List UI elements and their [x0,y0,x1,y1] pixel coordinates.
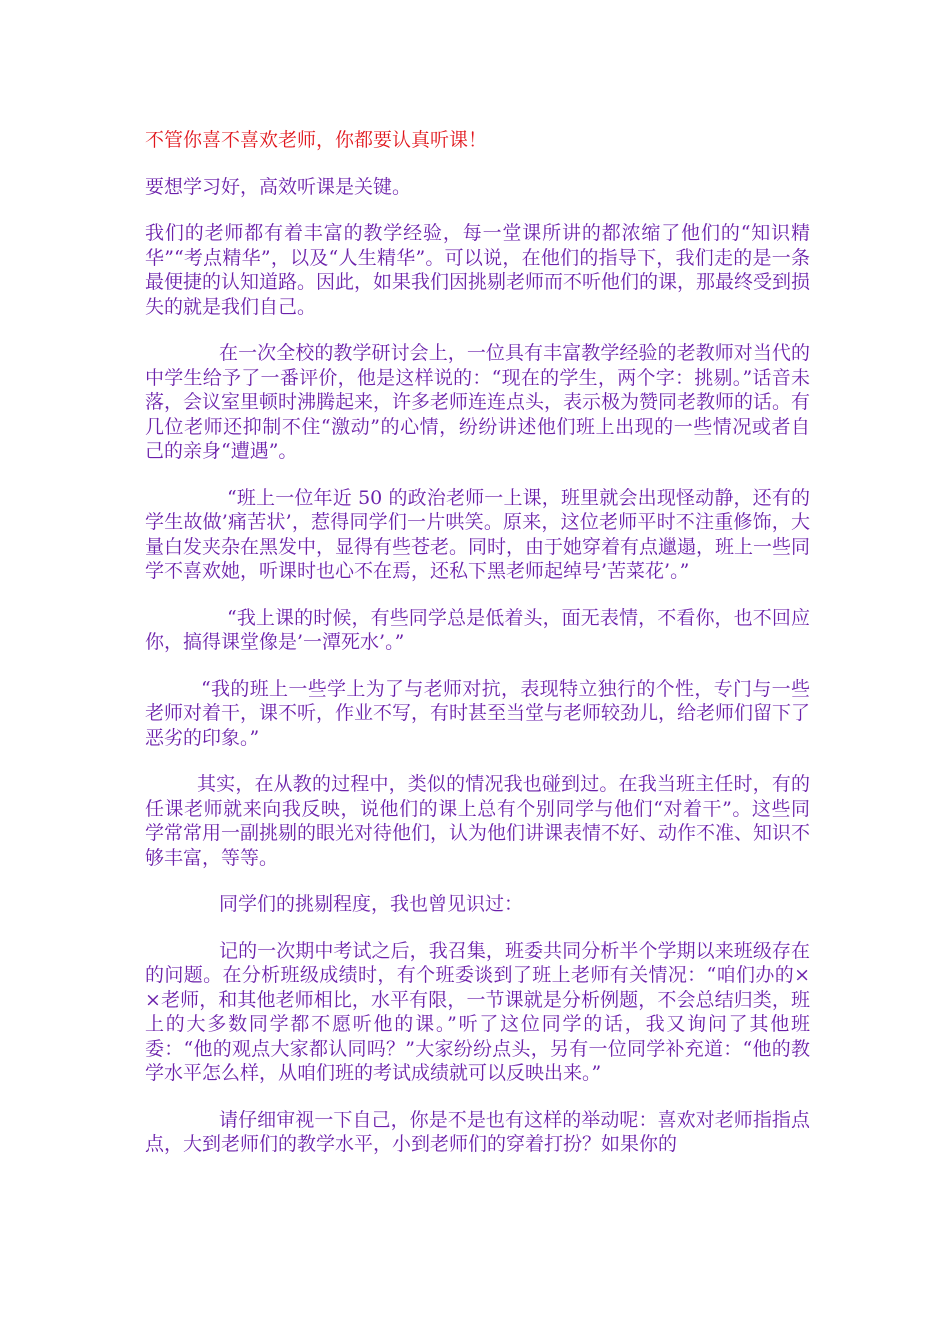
paragraph-6: “我的班上一些学上为了与老师对抗，表现特立独行的个性，专门与一些老师对着干，课不听，作业不写，有时甚至当堂与老师较劲儿，给老师们留下了恶劣的印象。” [145,677,811,749]
document-page [145,128,810,1179]
paragraph-8: 同学们的挑剔程度，我也曾见识过： [219,893,524,915]
paragraph-7: 其实，在从教的过程中，类似的情况我也碰到过。在我当班主任时，有的任课老师就来向我反映，说他们的课上总有个别同学与他们“对着干”。这些同学常常用一副挑剔的眼光对待他们，认为他们讲课表情不好、动作不准、知识不够丰富，等等。 [145,773,811,869]
paragraph-1: 要想学习好，高效听课是关键。 [145,175,412,198]
paragraph-3: 在一次全校的教学研讨会上，一位具有丰富教学经验的老教师对当代的中学生给予了一番评价，他是这样说的：“现在的学生，两个字：挑剔。”话音未落，会议室里顿时沸腾起来，许多老师连连点头，表示极为赞同老教师的话。有几位老师还抑制不住“激动”的心情，纷纷讲述他们班上出现的一些情况或者自己的亲身“遭遇”。 [145,342,811,462]
paragraph-2: 我们的老师都有着丰富的教学经验，每一堂课所讲的都浓缩了他们的“知识精华”“考点精华”，以及“人生精华”。可以说，在他们的指导下，我们走的是一条最便捷的认知道路。因此，如果我们因挑剔老师而不听他们的课，那最终受到损失的就是我们自己。 [145,222,811,318]
paragraph-10: 请仔细审视一下自己，你是不是也有这样的举动呢：喜欢对老师指指点点，大到老师们的教学水平，小到老师们的穿着打扮？如果你的 [145,1108,810,1155]
paragraph-5: “我上课的时候，有些同学总是低着头，面无表情，不看你，也不回应你，搞得课堂像是’一潭死水’。” [145,606,810,653]
document-title: 不管你喜不喜欢老师，你都要认真听课！ [145,129,488,151]
paragraph-9: 记的一次期中考试之后，我召集，班委共同分析半个学期以来班级存在的问题。在分析班级成绩时，有个班委谈到了班上老师有关情况：“咱们办的××老师，和其他老师相比，水平有限，一节课就是分析例题，不会总结归类，班上的大多数同学都不愿听他的课。”听了这位同学的话，我又询问了其他班委：“他的观点大家都认同吗？”大家纷纷点头，另有一位同学补充道：“他的教学水平怎么样，从咱们班的考试成绩就可以反映出来。” [145,939,810,1084]
paragraph-4: “班上一位年近 50 的政治老师一上课，班里就会出现怪动静，还有的学生故做’痛苦状’，惹得同学们一片哄笑。原来，这位老师平时不注重修饰，大量白发夹杂在黑发中，显得有些苍老。同时，由于她穿着有点邋遢，班上一些同学不喜欢她，听课时也心不在焉，还私下黑老师起绰号’苦菜花’。” [145,486,811,582]
